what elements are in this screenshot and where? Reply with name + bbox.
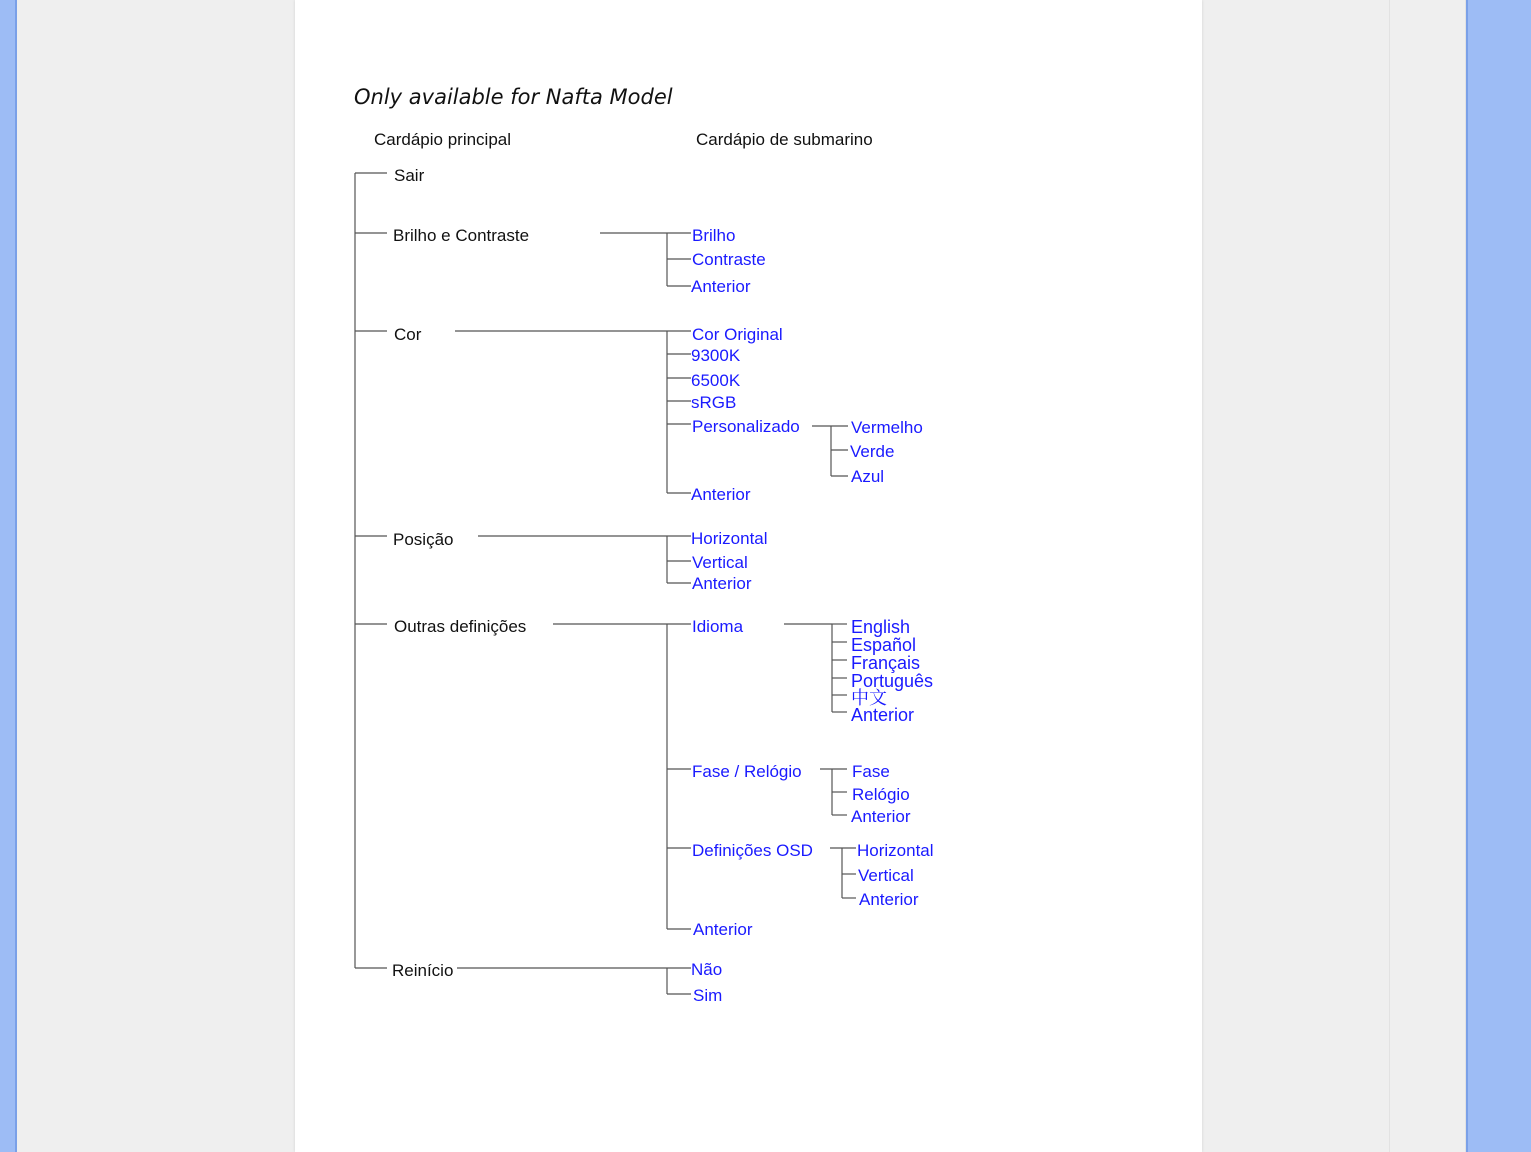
sub-item-fase-relogio: Fase / Relógio — [692, 762, 802, 781]
main-item-brilho-contraste: Brilho e Contraste — [393, 226, 530, 245]
sub-item-azul: Azul — [851, 467, 885, 486]
scrollbar-track[interactable] — [1389, 0, 1466, 1152]
sub-item-relogio: Relógio — [852, 785, 910, 804]
sub-item-brilho: Brilho — [692, 226, 736, 245]
sub-item-nao: Não — [691, 960, 723, 979]
main-item-sair: Sair — [394, 166, 425, 185]
sub-item-fase: Fase — [852, 762, 890, 781]
lang-english: English — [851, 617, 911, 637]
sub-item-vertical: Vertical — [692, 553, 748, 572]
lang-anterior: Anterior — [851, 705, 915, 725]
sub-item-vertical: Vertical — [858, 866, 914, 885]
sub-item-horizontal: Horizontal — [691, 529, 768, 548]
main-item-outras: Outras definições — [394, 617, 527, 636]
sub-item-sim: Sim — [693, 986, 723, 1005]
main-item-reinicio: Reinício — [392, 961, 454, 980]
window-frame-left — [0, 0, 17, 1152]
tree-connectors — [355, 173, 856, 994]
menu-tree-diagram — [295, 0, 1202, 1152]
sub-item-definicoes-osd: Definições OSD — [692, 841, 813, 860]
sub-item-9300k: 9300K — [691, 346, 741, 365]
sub-item-anterior: Anterior — [692, 574, 752, 593]
header-sub-menu: Cardápio de submarino — [696, 130, 873, 149]
document-page — [295, 0, 1202, 1152]
sub-item-anterior: Anterior — [851, 807, 911, 826]
sub-item-anterior: Anterior — [691, 485, 751, 504]
lang-espanol: Español — [851, 635, 917, 655]
sub-item-anterior: Anterior — [693, 920, 753, 939]
sub-item-personalizado: Personalizado — [692, 417, 800, 436]
sub-item-cor-original: Cor Original — [692, 325, 783, 344]
main-item-posicao: Posição — [393, 530, 454, 549]
sub-item-anterior: Anterior — [691, 277, 751, 296]
sub-item-anterior: Anterior — [859, 890, 919, 909]
lang-chinese: 中文 — [851, 688, 887, 708]
lang-portugues: Português — [851, 671, 934, 691]
sub-item-6500k: 6500K — [691, 371, 741, 390]
sub-item-horizontal: Horizontal — [857, 841, 934, 860]
sub-item-srgb: sRGB — [691, 393, 737, 412]
window-frame-right — [1466, 0, 1531, 1152]
sub-item-idioma: Idioma — [692, 617, 744, 636]
main-item-cor: Cor — [394, 325, 422, 344]
sub-item-contraste: Contraste — [692, 250, 766, 269]
sub-item-vermelho: Vermelho — [851, 418, 923, 437]
lang-francais: Français — [851, 653, 921, 673]
sub-item-verde: Verde — [850, 442, 895, 461]
page-title: Only available for Nafta Model — [354, 85, 673, 109]
header-main-menu: Cardápio principal — [374, 130, 512, 149]
